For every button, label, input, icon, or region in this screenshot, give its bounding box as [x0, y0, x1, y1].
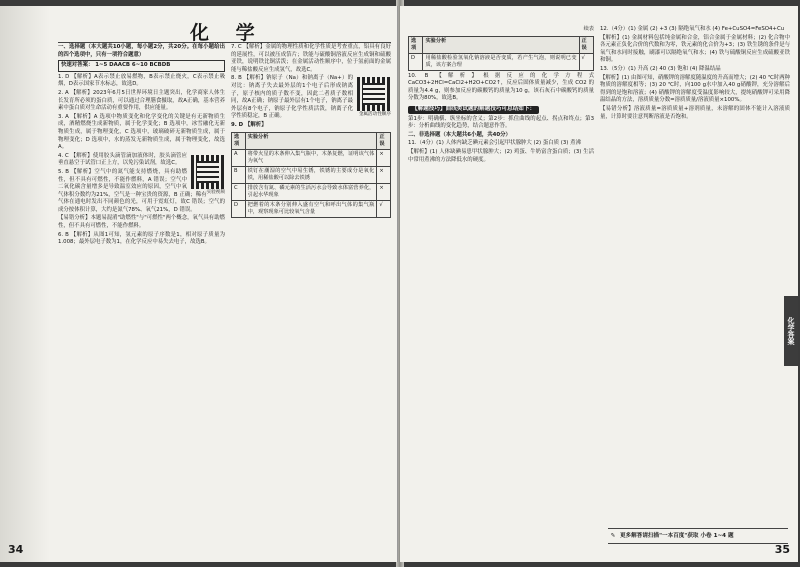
table-header: 选项: [232, 132, 246, 149]
table-cell: 铁钉在潮湿的空气中易生锈，铁锈的主要成分是氧化铁，用稀盐酸可以除去铁锈: [245, 166, 377, 183]
title-rule: [58, 42, 391, 43]
error-analysis-note: 【易错分析】溶液质量=溶质质量+溶剂质量，未溶解的固体不能计入溶液质量，计算时要注意判断溶液是否饱和。: [600, 105, 790, 120]
table-header: 选项: [409, 36, 423, 53]
page-edge-shadow: [0, 6, 50, 562]
answer-paragraph: 10. B 【解析】根据反应的化学方程式 CaCO3+2HCl=CaCl2+H2O+CO2↑，反应后固体质量减少，生成 CO2 的质量为4.4 g，则参加反应的碳酸钙的质量为10 g，该石灰石中碳酸钙的质量分数为80%，故选B。: [408, 72, 594, 102]
table-cell: √: [579, 53, 593, 70]
table-cell: 把燃着的木条分别伸入盛有空气和呼出气体的集气瓶中，观察现象可比较氧气含量: [245, 200, 377, 217]
section-heading: 二、非选择题（本大题共6小题，共40分）: [408, 131, 511, 138]
table-cell: D: [409, 53, 423, 70]
table-row: [232, 183, 391, 200]
continued-table-label: 续表: [583, 26, 594, 32]
more-answers-banner[interactable]: [608, 528, 788, 544]
table-row: [232, 200, 391, 217]
left-column-2: [231, 44, 391, 220]
table-cell: ×: [377, 149, 391, 166]
analysis-table: [231, 132, 391, 218]
table-cell: 用稀盐酸检验氢氧化钠溶液是否变质，若产生气泡，则说明已变质，该方案合理: [423, 53, 579, 70]
left-page: [0, 6, 398, 562]
analysis-table-continued: [408, 36, 594, 71]
answer-paragraph: 7. C 【解析】金属的物理性质和化学性质是考查重点，铝具有良好的延展性，可以被压成箔片；铁能与硫酸铜溶液反应生成铜和硫酸亚铁，说明铁比铜活泼；在金属活动性顺序中，位于氢前面的金属能与稀盐酸反应生成氢气，故选C。: [231, 44, 391, 73]
answer-paragraph: 8. B 【解析】钠原子（Na）和钠离子（Na+）的对比：钠离子失去最外层的1个电子后形成钠离子，原子核内的质子数不变，因此二者质子数相同，故A正确；钠原子最外层有1个电子，钠离子最外层有8个电子，钠原子化学性质活泼，钠离子化学性质稳定，B 正确。: [231, 75, 353, 120]
answer-paragraph: 13.（5分）(1) 升高 (2) 40 (3) 饱和 (4) 降温结晶: [600, 65, 721, 72]
table-header: 实验分析: [245, 132, 377, 149]
table-header-row: [409, 36, 594, 53]
table-cell: ×: [377, 166, 391, 183]
left-column-1: [58, 44, 225, 248]
answer-paragraph: 6. B 【解析】从图1可知，氢元素的原子序数是1，相对原子质量为1.008；最外层电子数为1，在化学反应中易失去电子，故选B。: [58, 231, 225, 246]
table-cell: A: [232, 149, 246, 166]
table-row: [409, 53, 594, 70]
pen-icon: ✎: [610, 533, 616, 539]
table-cell: C: [232, 183, 246, 200]
table-header: 正误: [579, 36, 593, 53]
quick-answers-box: [58, 60, 225, 72]
qr-code-icon[interactable]: [357, 77, 391, 111]
right-column-2: [600, 26, 790, 122]
table-header: 实验分析: [423, 36, 579, 53]
answer-paragraph: 第1步：明确横、纵坐标的含义；第2步：抓住曲线的起点、拐点和终点；第3步：分析曲线的变化趋势，结合题意作答。: [408, 115, 594, 130]
answer-paragraph: 3. A 【解析】A 选项中物质变化和化学变化的关键是有无新物质生成，酒精燃烧生成新物质，属于化学变化；B 选项中，冰雪融化无新物质生成，属于物理变化，C 选项中，玻璃破碎无新物质生成，属于物理变化；D 选项中，水的蒸发无新物质生成，属于物理变化，故选A。: [58, 113, 225, 151]
qr-code-label: 实验视频: [206, 189, 225, 195]
table-cell: √: [377, 200, 391, 217]
page-number: 35: [774, 543, 790, 556]
section-intro: 一、选择题（本大题共10小题，每小题2分，共20分。在每小题给出的四个选项中，只有一项符合题意）: [58, 44, 225, 58]
solving-tip-badge: 【解题技巧】曲线类试题的解题技巧可总结如下：: [408, 106, 539, 114]
answer-paragraph: 2. A 【解析】2023年6月5日世界环境日主题突出，化学商家人体生长发育所必须的蛋白质，可以通过合理膳食摄取，故A正确，基本营养素中蛋白质对生命活动有重要作用，供应能量。: [58, 89, 225, 112]
error-analysis-note: 【易错分析】本题易混淆"助燃性"与"可燃性"两个概念，氧气具有助燃性，但不具有可燃性，不能作燃料。: [58, 215, 225, 230]
qr-code-icon[interactable]: [191, 155, 225, 189]
banner-text: 更多解答请扫描"一本百度"获取 小卷 1~4 题: [619, 533, 734, 539]
table-header: 正误: [377, 132, 391, 149]
side-tab-label: 化学答案: [784, 296, 798, 366]
answer-paragraph: 4. C 【解析】使用胶头滴管滴加液体时，胶头滴管应垂直悬空于试管口正上方，以免污染试剂，故选C。: [58, 152, 187, 167]
table-cell: 排放含有氮、磷元素的生活污水会导致水体富营养化，引起水华现象: [245, 183, 377, 200]
answer-paragraph: 5. B 【解析】空气中的氮气能支持燃烧，具有助燃性，但不具有可燃性，不能作燃料，A 错误；空气中二氧化碳含量增多是导致温室效应的原因，空气中氧气体积分数约为21%，空气是一种宝贵的资源，B 正确；稀有气体在通电时发出不同颜色的光，可用于霓虹灯，故C 错误；空气的成分按体积计算，大约是氮气78%、氧气21%，D 错误。: [58, 168, 225, 213]
table-row: [232, 149, 391, 166]
answer-paragraph: 【解析】(1) 人体缺碘易患甲状腺肿大；(2) 鸡蛋、牛奶富含蛋白质；(3) 生活中常用煮沸的方法降低水的硬度。: [408, 148, 594, 163]
answer-paragraph: 1. D 【解析】A表示禁止放易燃物，B表示禁止烧火，C表示禁止吸烟，D表示国家节水标志，故选D。: [58, 73, 225, 88]
answer-paragraph: 11.（4分）(1) 人体内缺乏碘元素会引起甲状腺肿大 (2) 蛋白质 (3) 煮沸: [408, 140, 581, 147]
table-cell: ×: [377, 183, 391, 200]
table-row: [232, 166, 391, 183]
answer-paragraph: 【解析】(1) 金属材料包括纯金属和合金，铝合金属于金属材料；(2) 化合物中各元素正负化合价的代数和为零，铁元素的化合价为+3；(3) 铁生锈的条件是与氧气和水同时接触，刷漆可以隔绝氧气和水；(4) 铁与硫酸铜反应生成硫酸亚铁和铜。: [600, 34, 790, 64]
page-title: 化 学: [190, 22, 265, 44]
table-cell: B: [232, 166, 246, 183]
table-header-row: [232, 132, 391, 149]
answer-paragraph: 12.（4分）(1) 金属 (2) +3 (3) 隔绝氧气和水 (4) Fe+CuSO4=FeSO4+Cu: [600, 26, 785, 32]
answer-paragraph: 【解析】(1) 由图可知，硝酸钾的溶解度随温度的升高而增大；(2) 40 ℃时两种物质的溶解度相等；(3) 20 ℃时，向100 g水中加入40 g硝酸钾，充分溶解后得到的是饱和溶液；(4) 硝酸钾的溶解度受温度影响较大，提纯硝酸钾可采用降温结晶的方法，溶质质量分数=溶质质量/溶液质量×100%。: [600, 74, 790, 104]
table-cell: 将带火星的木条伸入集气瓶中，木条复燃，证明该气体为氧气: [245, 149, 377, 166]
qr-code-label: 金属活动性顺序: [358, 112, 391, 118]
answer-paragraph: 9. D 【解析】: [231, 121, 267, 128]
quick-answers-value: 1~5 DAACB 6~10 BCBDB: [95, 62, 171, 69]
right-column-1: [408, 26, 594, 165]
table-cell: D: [232, 200, 246, 217]
page-number: 34: [8, 543, 24, 556]
quick-answers-label: 快速对答案：: [61, 62, 94, 69]
right-page: [400, 6, 798, 562]
